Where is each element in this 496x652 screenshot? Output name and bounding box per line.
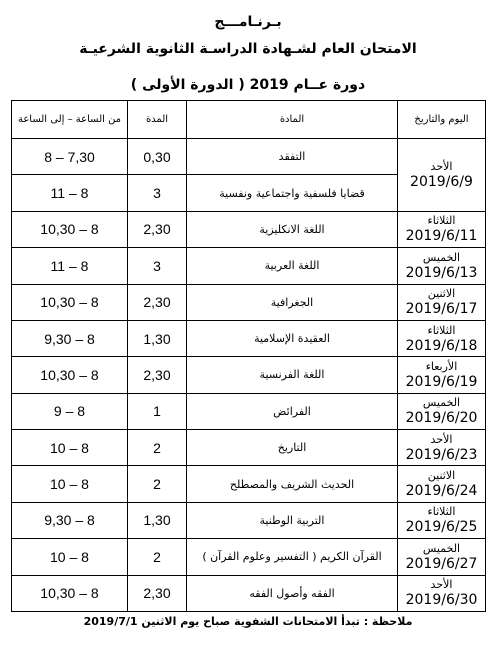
duration-cell: 2 xyxy=(128,539,187,575)
day-name: الأحد xyxy=(430,159,453,173)
duration-cell: 2 xyxy=(128,466,187,502)
subject-cell: الفرائض xyxy=(187,393,398,429)
exam-date: 2019/6/25 xyxy=(405,519,478,536)
subject-cell: التربية الوطنية xyxy=(187,502,398,538)
exam-date: 2019/6/9 xyxy=(410,173,473,190)
day-date-cell xyxy=(398,393,486,429)
footnote: ملاحظة : تبدأ الامتحانات الشفوية صباح يوم الاثنين 2019/7/1 xyxy=(83,615,413,628)
exam-date: 2019/6/23 xyxy=(405,446,478,463)
day-date-cell xyxy=(398,357,486,393)
time-range-cell: 8 – 10,30 xyxy=(12,357,128,393)
day-name: الثلاثاء xyxy=(427,505,456,519)
day-name: الاثنين xyxy=(427,469,456,483)
table-row xyxy=(12,211,486,247)
duration-cell: 2,30 xyxy=(128,211,187,247)
duration-cell: 1,30 xyxy=(128,320,187,356)
exam-date: 2019/6/20 xyxy=(405,410,478,427)
table-row xyxy=(12,575,486,611)
day-name: الخميس xyxy=(422,541,461,555)
duration-cell: 3 xyxy=(128,175,187,211)
table-row xyxy=(12,466,486,502)
exam-date: 2019/6/24 xyxy=(405,483,478,500)
duration-cell: 2 xyxy=(128,430,187,466)
exam-date: 2019/6/13 xyxy=(405,264,478,281)
time-range-cell: 8 – 11 xyxy=(12,248,128,284)
column-header-duration: المدة xyxy=(128,101,187,139)
exam-title: الامتحان العام لشـهادة الدراسـة الثانوية الشرعيـة xyxy=(79,41,417,57)
table-row xyxy=(12,248,486,284)
day-date-cell xyxy=(398,502,486,538)
subject-cell: اللغة العربية xyxy=(187,248,398,284)
day-date-cell xyxy=(398,320,486,356)
duration-cell: 2,30 xyxy=(128,284,187,320)
exam-date: 2019/6/17 xyxy=(405,301,478,318)
exam-schedule-table xyxy=(11,100,486,612)
duration-cell: 0,30 xyxy=(128,139,187,175)
subject-cell: التاريخ xyxy=(187,430,398,466)
subject-cell: العقيدة الإسلامية xyxy=(187,320,398,356)
day-name: الأحد xyxy=(430,432,453,446)
time-range-cell: 8 – 9,30 xyxy=(12,320,128,356)
time-range-cell: 8 – 10,30 xyxy=(12,575,128,611)
day-name: الثلاثاء xyxy=(427,323,456,337)
table-row xyxy=(12,502,486,538)
table-row xyxy=(12,284,486,320)
day-date-cell xyxy=(398,539,486,575)
column-header-subject: المادة xyxy=(187,101,398,139)
duration-cell: 2,30 xyxy=(128,357,187,393)
day-name: الأحد xyxy=(430,578,453,592)
time-range-cell: 8 – 10 xyxy=(12,466,128,502)
table-row xyxy=(12,430,486,466)
column-header-day-date: اليوم والتاريخ xyxy=(398,101,486,139)
day-name: الخميس xyxy=(422,250,461,264)
exam-date: 2019/6/19 xyxy=(405,373,478,390)
subject-cell: الحديث الشريف والمصطلح xyxy=(187,466,398,502)
time-range-cell: 8 – 10 xyxy=(12,539,128,575)
exam-date: 2019/6/30 xyxy=(405,592,478,609)
exam-date: 2019/6/18 xyxy=(405,337,478,354)
subject-cell: التفقد xyxy=(187,139,398,175)
table-header-row xyxy=(12,101,486,139)
table-row xyxy=(12,320,486,356)
time-range-cell: 8 – 10,30 xyxy=(12,284,128,320)
subject-cell: الفقه وأصول الفقه xyxy=(187,575,398,611)
exam-date: 2019/6/11 xyxy=(405,228,478,245)
duration-cell: 1,30 xyxy=(128,502,187,538)
time-range-cell: 8 – 11 xyxy=(12,175,128,211)
time-range-cell: 8 – 9 xyxy=(12,393,128,429)
duration-cell: 1 xyxy=(128,393,187,429)
day-name: الاثنين xyxy=(427,287,456,301)
duration-cell: 2,30 xyxy=(128,575,187,611)
day-date-cell xyxy=(398,430,486,466)
table-row xyxy=(12,357,486,393)
time-range-cell: 8 – 10 xyxy=(12,430,128,466)
day-date-cell xyxy=(398,575,486,611)
subject-cell: اللغة الانكليزية xyxy=(187,211,398,247)
program-title: بـرنـامـــج xyxy=(214,14,282,30)
table-row xyxy=(12,393,486,429)
day-date-cell xyxy=(398,466,486,502)
subject-cell: قضايا فلسفية واجتماعية ونفسية xyxy=(187,175,398,211)
subject-cell: الجغرافية xyxy=(187,284,398,320)
table-row xyxy=(12,139,486,175)
day-date-cell xyxy=(398,284,486,320)
column-header-time: من الساعة – إلى الساعة xyxy=(12,101,128,139)
subject-cell: القرآن الكريم ( التفسير وعلوم القرآن ) xyxy=(187,539,398,575)
day-name: الخميس xyxy=(422,396,461,410)
table-row xyxy=(12,539,486,575)
table-body xyxy=(12,139,486,612)
time-range-cell: 8 – 9,30 xyxy=(12,502,128,538)
subject-cell: اللغة الفرنسية xyxy=(187,357,398,393)
time-range-cell: 8 – 10,30 xyxy=(12,211,128,247)
day-date-cell xyxy=(398,211,486,247)
day-date-cell xyxy=(398,248,486,284)
time-range-cell: 7,30 – 8 xyxy=(12,139,128,175)
exam-date: 2019/6/27 xyxy=(405,555,478,572)
session-title: دورة عــام 2019 ( الدورة الأولى ) xyxy=(130,77,366,93)
day-date-cell xyxy=(398,139,486,212)
day-name: الثلاثاء xyxy=(427,214,456,228)
day-name: الأربعاء xyxy=(425,359,458,373)
duration-cell: 3 xyxy=(128,248,187,284)
